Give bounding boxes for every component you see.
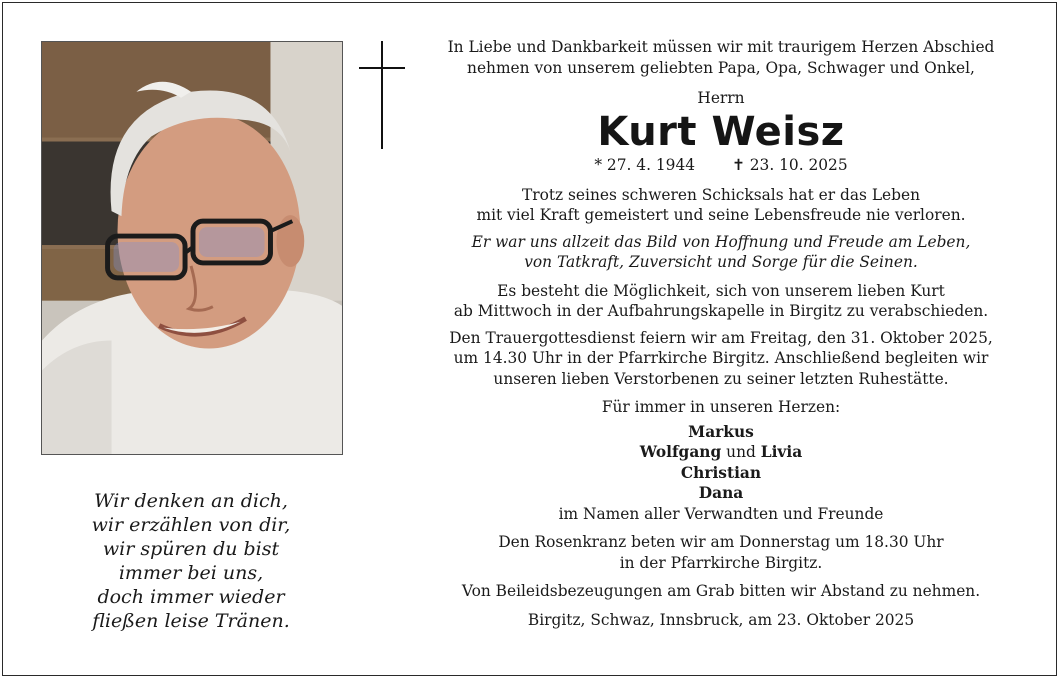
life-text-line: mit viel Kraft gemeistert und seine Lebensfreude nie verloren. bbox=[476, 206, 966, 224]
life-dates bbox=[415, 155, 1027, 175]
mourner-name: Wolfgang bbox=[639, 443, 722, 461]
intro-line: In Liebe und Dankbarkeit müssen wir mit traurigem Herzen Abschied bbox=[447, 38, 995, 56]
relatives-line: im Namen aller Verwandten und Freunde bbox=[558, 504, 884, 523]
obituary-text bbox=[415, 37, 1027, 630]
obituary-card bbox=[2, 2, 1057, 676]
salutation: Herrn bbox=[697, 89, 745, 107]
portrait-photo bbox=[41, 41, 343, 455]
life-text-line: Trotz seines schweren Schicksals hat er das Leben bbox=[521, 185, 921, 204]
service-line: Den Trauergottesdienst feiern wir am Freitag, den 31. Oktober 2025, bbox=[449, 328, 993, 347]
deceased-name: Kurt Weisz bbox=[597, 108, 845, 155]
forever-line: Für immer in unseren Herzen: bbox=[601, 398, 841, 416]
rosary-line: in der Pfarrkirche Birgitz. bbox=[619, 553, 823, 572]
poem-line: immer bei uns, bbox=[118, 562, 264, 584]
rosary-line: Den Rosenkranz beten wir am Donnerstag um 18.30 Uhr bbox=[498, 533, 944, 551]
portrait-illustration bbox=[42, 42, 342, 454]
death-date: ✝ 23. 10. 2025 bbox=[731, 155, 848, 174]
viewing-line: ab Mittwoch in der Aufbahrungskapelle in Birgitz zu verabschieden. bbox=[453, 302, 989, 320]
poem-line: doch immer wieder bbox=[97, 586, 285, 608]
mourner-name: Christian bbox=[680, 463, 762, 482]
poem-line: wir erzählen von dir, bbox=[91, 514, 291, 536]
intro-line: nehmen von unserem geliebten Papa, Opa, Schwager und Onkel, bbox=[467, 58, 975, 77]
place-date-line: Birgitz, Schwaz, Innsbruck, am 23. Oktober 2025 bbox=[527, 610, 915, 629]
poem-line: fließen leise Tränen. bbox=[92, 610, 290, 632]
service-line: unseren lieben Verstorbenen zu seiner letzten Ruhestätte. bbox=[493, 369, 949, 388]
poem-line: wir spüren du bist bbox=[102, 538, 280, 560]
memorial-poem bbox=[43, 489, 339, 633]
viewing-line: Es besteht die Möglichkeit, sich von unserem lieben Kurt bbox=[497, 281, 945, 300]
birth-date: * 27. 4. 1944 bbox=[594, 155, 696, 174]
tribute-line: von Tatkraft, Zuversicht und Sorge für die Seinen. bbox=[524, 253, 918, 271]
mourner-name: Markus bbox=[688, 422, 754, 441]
service-line: um 14.30 Uhr in der Pfarrkirche Birgitz. Anschließend begleiten wir bbox=[453, 349, 989, 367]
condolence-line: Von Beileidsbezeugungen am Grab bitten wir Abstand zu nehmen. bbox=[461, 582, 981, 600]
tribute-line: Er war uns allzeit das Bild von Hoffnung und Freude am Leben, bbox=[471, 232, 971, 251]
poem-line: Wir denken an dich, bbox=[94, 490, 288, 512]
mourner-pair bbox=[415, 442, 1027, 463]
mourner-name: Dana bbox=[698, 484, 744, 502]
cross-icon bbox=[359, 41, 409, 149]
mourner-conjunction: und bbox=[726, 443, 756, 461]
mourner-name: Livia bbox=[760, 443, 803, 461]
